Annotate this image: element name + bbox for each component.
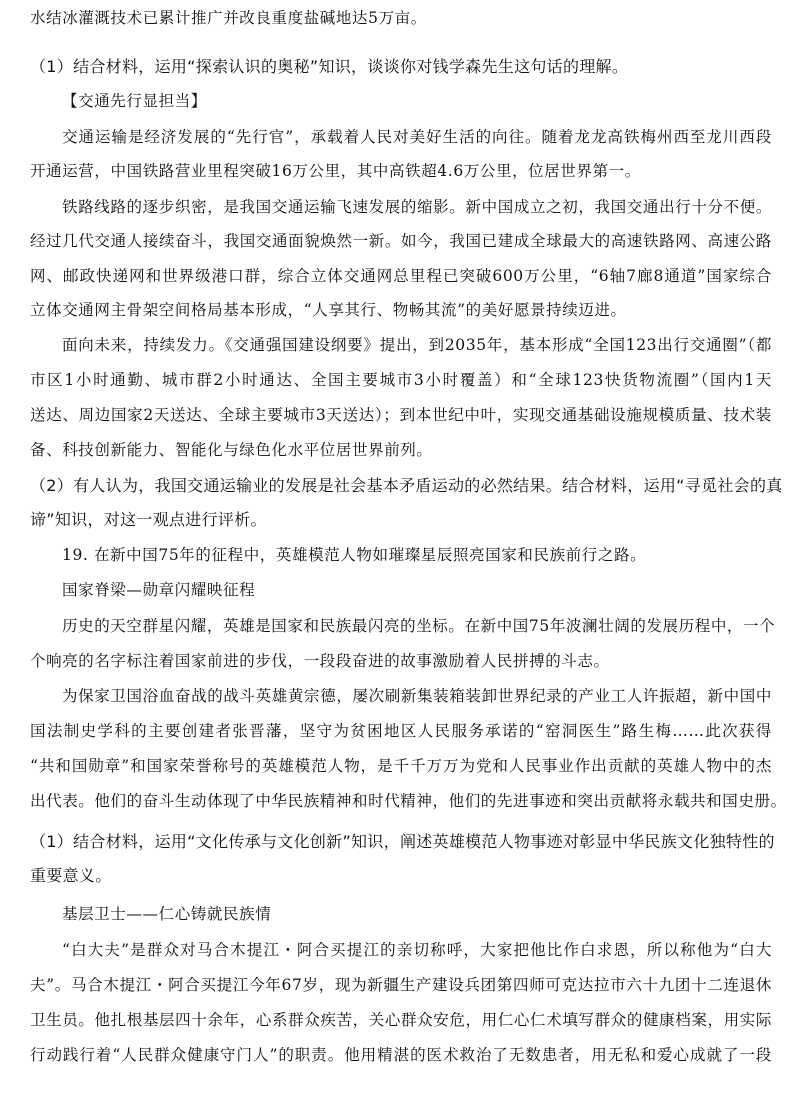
paragraph-line: 面向未来，持续发力。《交通强国建设纲要》提出，到2035年，基本形成“全国123出行交通圈”（都 [62,336,772,354]
text-line-continuation: 水结冰灌溉技术已累计推广并改良重度盐碱地达5万亩。 [30,9,427,27]
question-19-1-cont: 重要意义。 [30,866,112,885]
question-19-intro: 19. 在新中国75年的征程中，英雄模范人物如璀璨星辰照亮国家和民族前行之路。 [62,546,647,564]
paragraph-line: “共和国勋章”和国家荣誉称号的英雄模范人物，是千千万万为党和人民事业作出贡献的英雄人物中的杰 [30,757,772,775]
question-1: （1）结合材料，运用“探索认识的奥秘”知识，谈谈你对钱学森先生这句话的理解。 [30,57,629,76]
question-2: （2）有人认为，我国交通运输业的发展是社会基本矛盾运动的必然结果。结合材料，运用“寻觅社会的真 [30,476,783,495]
paragraph-line: 为保家卫国浴血奋战的战斗英雄黄宗德，屡次刷新集装箱装卸世界纪录的产业工人许振超，新中国中 [62,687,772,705]
paragraph-line: 经过几代交通人接续奋斗，我国交通面貌焕然一新。如今，我国已建成全球最大的高速铁路网、高速公路 [30,232,772,250]
paragraph-line: 国法制史学科的主要创建者张晋藩，坚守为贫困地区人民服务承诺的“窑洞医生”路生梅……此次获得 [30,722,772,740]
paragraph-line: 开通运营，中国铁路营业里程突破16万公里，其中高铁超4.6万公里，位居世界第一。 [30,162,641,180]
section-heading-heroes: 国家脊梁—勋章闪耀映征程 [62,581,256,599]
paragraph-line: 网、邮政快递网和世界级港口群，综合立体交通网总里程已突破600万公里，“6轴7廊8通道”国家综合 [30,267,772,285]
paragraph-line: 送达、周边国家2天送达、全球主要城市3天送达）；到本世纪中叶，实现交通基础设施规模质量、技术装 [30,406,772,424]
paragraph-line: 历史的天空群星闪耀，英雄是国家和民族最闪亮的坐标。在新中国75年波澜壮阔的发展历程中，一个 [62,617,776,635]
paragraph-line: 出代表。他们的奋斗生动体现了中华民族精神和时代精神，他们的先进事迹和突出贡献将永载共和国史册。 [30,792,787,810]
paragraph-line: 交通运输是经济发展的“先行官”，承载着人民对美好生活的向往。随着龙龙高铁梅州西至龙川西段 [62,128,772,146]
paragraph-line: 卫生员。他扎根基层四十余年，心系群众疾苦，关心群众安危，用仁心仁术填写群众的健康档案，用实际 [30,1011,772,1029]
paragraph-line: 铁路线路的逐步织密，是我国交通运输飞速发展的缩影。新中国成立之初，我国交通出行十分不便。 [62,198,772,216]
question-2-cont: 谛”知识，对这一观点进行评析。 [30,510,267,529]
paragraph-line: 市区1小时通勤、城市群2小时通达、全国主要城市3小时覆盖）和“全球123快货物流圈”（国内1天 [30,371,772,389]
paragraph-line: 行动践行着“人民群众健康守门人”的职责。他用精湛的医术救治了无数患者，用无私和爱心成就了一段 [30,1046,772,1064]
paragraph-line: “白大夫”是群众对马合木提江・阿合买提江的亲切称呼，大家把他比作白求恩，所以称他为“白大 [62,941,772,959]
paragraph-line: 夫”。马合木提江・阿合买提江今年67岁，现为新疆生产建设兵团第四师可克达拉市六十九团十二连退休 [30,976,772,994]
section-heading-transport: 【交通先行显担当】 [62,92,207,110]
paragraph-line: 立体交通网主骨架空间格局基本形成，“人享其行、物畅其流”的美好愿景持续迈进。 [30,301,627,319]
paragraph-line: 个响亮的名字标注着国家前进的步伐，一段段奋进的故事激励着人民拼搏的斗志。 [30,652,610,670]
paragraph-line: 备、科技创新能力、智能化与绿色化水平位居世界前列。 [30,441,433,459]
question-19-1: （1）结合材料，运用“文化传承与文化创新”知识，阐述英雄模范人物事迹对彰显中华民族文化独特性的 [30,832,775,851]
section-heading-doctor: 基层卫士——仁心铸就民族情 [62,905,272,923]
